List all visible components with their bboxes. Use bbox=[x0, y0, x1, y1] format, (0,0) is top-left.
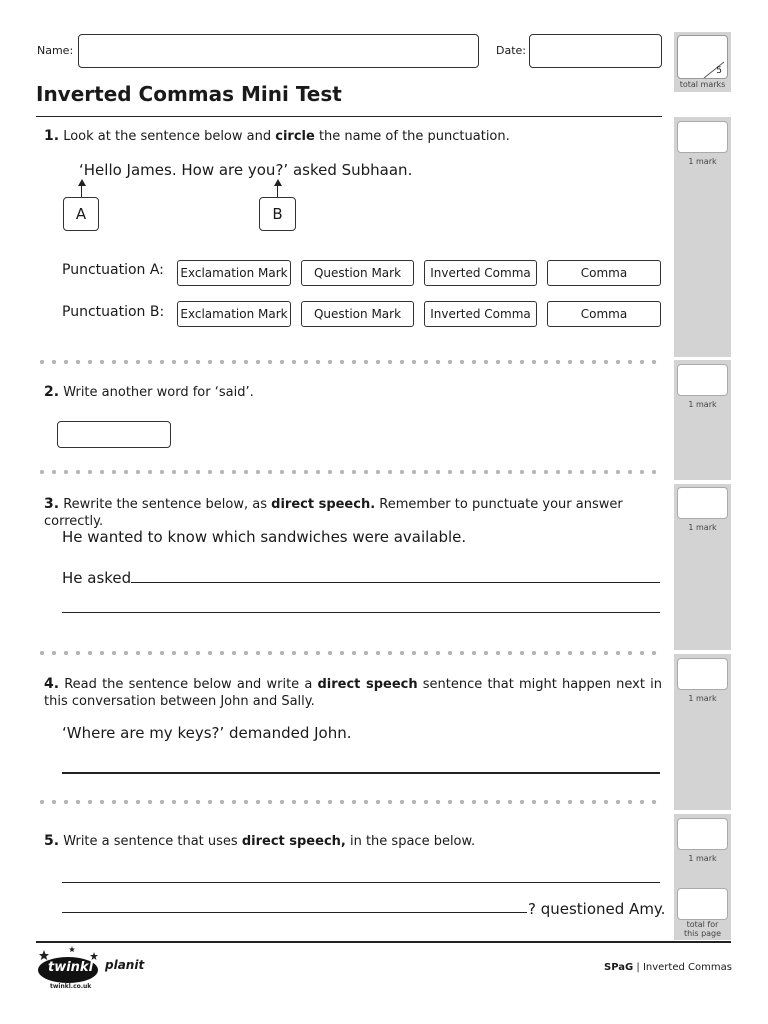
question-bold-text: circle bbox=[275, 129, 315, 144]
footer-rule bbox=[36, 941, 731, 943]
question-text: sentence that might happen next in this conversation between John and Sally. bbox=[44, 677, 662, 709]
q5-mark-label: 1 mark bbox=[688, 854, 717, 863]
twinkl-logo bbox=[36, 946, 104, 992]
question-bold-text: direct speech, bbox=[241, 834, 346, 849]
marker-b-box: B bbox=[259, 197, 296, 231]
q2-mark-box[interactable] bbox=[677, 364, 728, 396]
q5-answer-line-1[interactable] bbox=[62, 882, 660, 883]
question-text: Remember to punctuate your answer correctly. bbox=[44, 497, 623, 529]
footer-subject-name: SPaG bbox=[604, 962, 634, 973]
option-a-exclamation-mark[interactable]: Exclamation Mark bbox=[177, 260, 291, 286]
q3-mark-box[interactable] bbox=[677, 487, 728, 519]
question-5 bbox=[44, 833, 475, 850]
option-a-comma[interactable]: Comma bbox=[547, 260, 661, 286]
page-total-box[interactable] bbox=[677, 888, 728, 920]
question-number: 2. bbox=[44, 384, 60, 400]
q3-answer-line-1[interactable] bbox=[131, 582, 660, 583]
date-field[interactable] bbox=[529, 34, 662, 68]
page-title: Inverted Commas Mini Test bbox=[36, 82, 342, 106]
option-a-question-mark[interactable]: Question Mark bbox=[301, 260, 414, 286]
q1-mark-box[interactable] bbox=[677, 121, 728, 153]
dotted-divider bbox=[36, 360, 664, 364]
dotted-divider bbox=[36, 470, 664, 474]
question-number: 1. bbox=[44, 128, 60, 144]
footer-separator: | bbox=[633, 962, 643, 973]
q3-answer-start: He asked bbox=[62, 569, 132, 587]
q3-answer-line-2[interactable] bbox=[62, 612, 660, 613]
dotted-divider bbox=[36, 800, 664, 804]
q5-mark-box[interactable] bbox=[677, 818, 728, 850]
q4-mark-box[interactable] bbox=[677, 658, 728, 690]
q1-sentence: ‘Hello James. How are you?’ asked Subhaan. bbox=[79, 161, 413, 179]
planit-logo: planit bbox=[105, 958, 145, 972]
punctuation-a-label: Punctuation A: bbox=[62, 262, 164, 278]
logo-text: twinkl bbox=[48, 960, 94, 975]
footer-topic: Inverted Commas bbox=[642, 962, 732, 973]
q1-mark-column bbox=[674, 117, 731, 357]
question-4 bbox=[44, 676, 662, 710]
question-text: Write another word for ‘said’. bbox=[63, 385, 254, 400]
q5-answer-end: ? questioned Amy. bbox=[528, 900, 666, 918]
page-total-label-2: this page bbox=[683, 929, 722, 938]
total-marks-value: 5 bbox=[716, 66, 722, 76]
question-text: Write a sentence that uses bbox=[63, 834, 242, 849]
question-text: Rewrite the sentence below, as bbox=[63, 497, 272, 512]
q4-mark-label: 1 mark bbox=[688, 694, 717, 703]
arrow-a-line bbox=[81, 184, 82, 197]
question-2 bbox=[44, 384, 254, 401]
dotted-divider bbox=[36, 651, 664, 655]
question-number: 3. bbox=[44, 496, 60, 512]
question-number: 5. bbox=[44, 833, 60, 849]
q5-answer-line-2[interactable] bbox=[62, 912, 527, 913]
punctuation-b-label: Punctuation B: bbox=[62, 304, 165, 320]
q2-mark-label: 1 mark bbox=[688, 400, 717, 409]
q3-sentence: He wanted to know which sandwiches were available. bbox=[62, 528, 467, 546]
question-text: Look at the sentence below and bbox=[63, 129, 276, 144]
name-label: Name: bbox=[37, 44, 74, 57]
arrow-b-line bbox=[277, 184, 278, 197]
option-b-comma[interactable]: Comma bbox=[547, 301, 661, 327]
title-underline bbox=[36, 116, 662, 117]
total-marks-label: total marks bbox=[679, 80, 726, 89]
q4-sentence: ‘Where are my keys?’ demanded John. bbox=[62, 724, 352, 742]
name-field[interactable] bbox=[78, 34, 479, 68]
option-b-inverted-comma[interactable]: Inverted Comma bbox=[424, 301, 537, 327]
footer-subject bbox=[604, 962, 732, 973]
question-3 bbox=[44, 496, 664, 530]
question-text: Read the sentence below and write a bbox=[64, 677, 318, 692]
option-b-question-mark[interactable]: Question Mark bbox=[301, 301, 414, 327]
arrow-b-icon bbox=[274, 179, 282, 186]
question-text: in the space below. bbox=[345, 834, 476, 849]
q1-mark-label: 1 mark bbox=[688, 157, 717, 166]
q3-mark-label: 1 mark bbox=[688, 523, 717, 532]
logo-url: twinkl.co.uk bbox=[50, 983, 92, 990]
total-marks-box[interactable] bbox=[677, 35, 728, 79]
question-text: the name of the punctuation. bbox=[314, 129, 510, 144]
question-bold-text: direct speech. bbox=[271, 497, 376, 512]
question-bold-text: direct speech bbox=[317, 677, 418, 692]
q4-answer-line[interactable] bbox=[62, 772, 660, 774]
arrow-a-icon bbox=[78, 179, 86, 186]
marker-a-box: A bbox=[63, 197, 99, 231]
question-number: 4. bbox=[44, 676, 60, 692]
date-label: Date: bbox=[496, 44, 526, 57]
question-1 bbox=[44, 128, 664, 145]
page-total-label-1: total for bbox=[686, 920, 719, 929]
option-a-inverted-comma[interactable]: Inverted Comma bbox=[424, 260, 537, 286]
option-b-exclamation-mark[interactable]: Exclamation Mark bbox=[177, 301, 291, 327]
q2-answer-box[interactable] bbox=[57, 421, 171, 448]
